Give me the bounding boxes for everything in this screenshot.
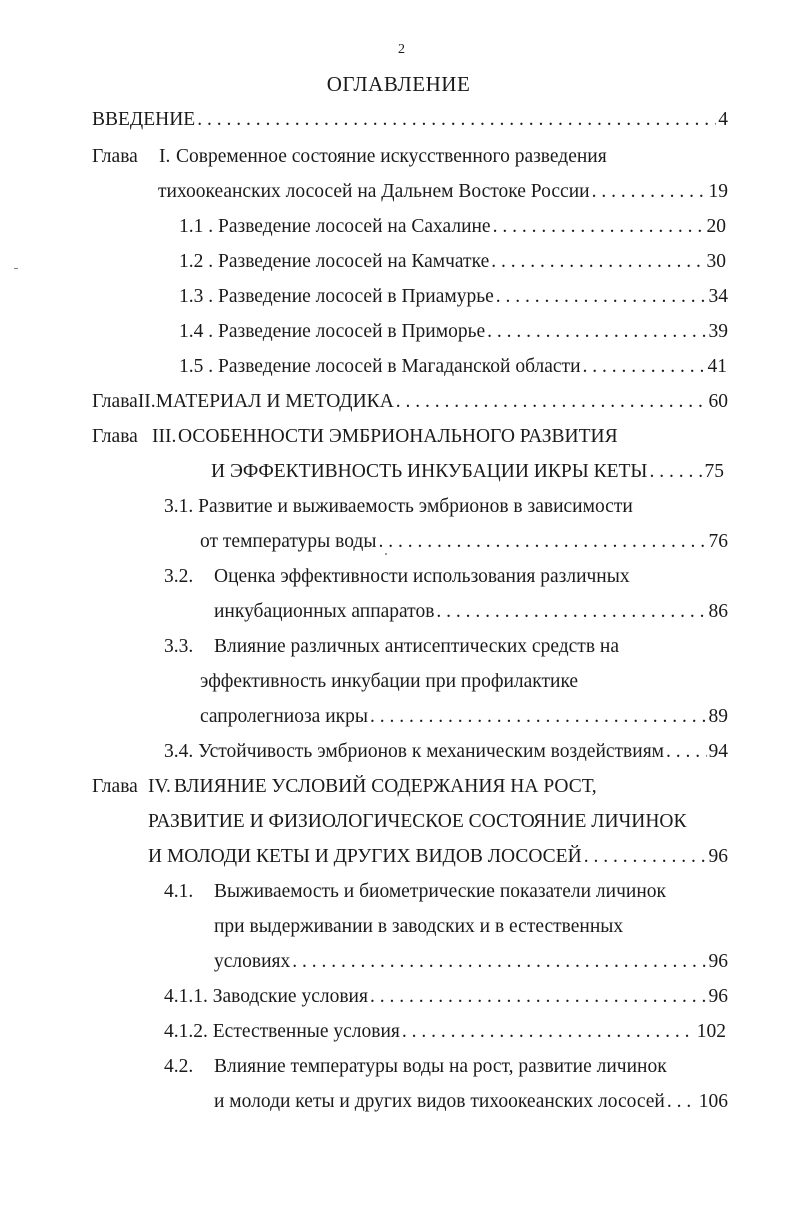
toc-entry-text: 4.1.2. Естественные условия: [164, 1021, 400, 1042]
toc-entry-4-1-cont-2[interactable]: [214, 950, 728, 974]
toc-entry-text: 4.1.1. Заводские условия: [164, 986, 368, 1007]
toc-entry-chapter-4-cont-2[interactable]: [148, 845, 728, 869]
toc-entry-text: условиях: [214, 951, 291, 972]
chapter-label: Глава: [92, 146, 138, 167]
dot-leader: [370, 705, 707, 729]
dot-leader: [396, 390, 707, 414]
toc-entry-3-2[interactable]: [164, 565, 630, 589]
chapter-label: Глава: [92, 426, 138, 447]
toc-entry-text: И ЭФФЕКТИВНОСТЬ ИНКУБАЦИИ ИКРЫ КЕТЫ: [211, 461, 648, 482]
toc-entry-3-3-cont[interactable]: [200, 670, 578, 694]
chapter-label: Глава: [92, 391, 138, 412]
toc-entry-text: МАТЕРИАЛ И МЕТОДИКА: [155, 391, 394, 412]
toc-entry-introduction[interactable]: [92, 108, 728, 132]
page-number: 2: [398, 42, 405, 57]
toc-page-number: 19: [708, 181, 728, 202]
toc-entry-4-1-1[interactable]: [164, 985, 728, 1009]
dot-leader: [491, 250, 704, 274]
toc-entry-text: от температуры воды: [200, 531, 377, 552]
chapter-number: I.: [159, 146, 171, 167]
toc-entry-3-3-cont-2[interactable]: [200, 705, 728, 729]
dot-leader: [649, 460, 702, 484]
toc-entry-text: сапролегниоза икры: [200, 706, 368, 727]
toc-page-number: 30: [706, 251, 726, 272]
toc-entry-chapter-3[interactable]: [92, 425, 618, 449]
toc-entry-1-1[interactable]: [179, 215, 726, 239]
toc-page-number: 96: [708, 986, 728, 1007]
toc-entry-chapter-1-cont[interactable]: [158, 180, 728, 204]
toc-entry-3-1-cont[interactable]: [200, 530, 728, 554]
toc-entry-text: 3.4. Устойчивость эмбрионов к механическим воздействиям: [164, 741, 665, 762]
section-number: 4.1.: [164, 881, 194, 902]
toc-entry-4-1-2[interactable]: [164, 1020, 726, 1044]
chapter-number: II.: [137, 391, 156, 412]
toc-entry-text: и молоди кеты и других видов тихоокеанских лососей: [214, 1091, 665, 1112]
toc-entry-text: Влияние температуры воды на рост, развитие личинок: [214, 1056, 667, 1077]
toc-entry-text: 1.5 . Разведение лососей в Магаданской области: [179, 356, 581, 377]
dot-leader: [496, 285, 707, 309]
dot-leader: [436, 600, 706, 624]
chapter-label: Глава: [92, 776, 138, 797]
toc-entry-text: тихоокеанских лососей на Дальнем Востоке России: [158, 181, 590, 202]
chapter-number: III.: [152, 426, 177, 447]
toc-entry-1-3[interactable]: [179, 285, 728, 309]
toc-entry-1-4[interactable]: [179, 320, 728, 344]
toc-entry-text: И МОЛОДИ КЕТЫ И ДРУГИХ ВИДОВ ЛОСОСЕЙ: [148, 846, 582, 867]
toc-page-number: 96: [708, 951, 728, 972]
toc-page-number: 76: [708, 531, 728, 552]
toc-entry-chapter-4[interactable]: [92, 775, 597, 799]
toc-page-number: 39: [708, 321, 728, 342]
toc-page-number: 34: [708, 286, 728, 307]
toc-page-number: 89: [708, 706, 728, 727]
toc-entry-text: ВВЕДЕНИЕ: [92, 109, 196, 130]
toc-entry-chapter-2[interactable]: [92, 390, 728, 414]
toc-entry-chapter-1[interactable]: [92, 145, 607, 169]
toc-page-number: 20: [706, 216, 726, 237]
dot-leader: [493, 215, 705, 239]
toc-entry-1-5[interactable]: [179, 355, 727, 379]
page-title: ОГЛАВЛЕНИЕ: [326, 72, 471, 96]
toc-entry-3-3[interactable]: [164, 635, 619, 659]
chapter-number: IV.: [148, 776, 171, 797]
dot-leader: [584, 845, 707, 869]
toc-page-number: 4: [718, 109, 728, 130]
toc-page-number: 75: [704, 461, 724, 482]
toc-entry-text: ВЛИЯНИЕ УСЛОВИЙ СОДЕРЖАНИЯ НА РОСТ,: [174, 776, 597, 797]
toc-page-number: 96: [708, 846, 728, 867]
toc-page-number: 106: [698, 1091, 728, 1112]
dot-leader: [583, 355, 706, 379]
toc-entry-text: ОСОБЕННОСТИ ЭМБРИОНАЛЬНОГО РАЗВИТИЯ: [178, 426, 618, 447]
toc-entry-text: эффективность инкубации при профилактике: [200, 671, 579, 692]
toc-entry-text: Современное состояние искусственного разведения: [176, 146, 607, 167]
toc-entry-text: 3.1. Развитие и выживаемость эмбрионов в зависимости: [164, 496, 633, 517]
scan-artifact: [385, 553, 387, 555]
dot-leader: [487, 320, 706, 344]
dot-leader: [666, 740, 706, 764]
dot-leader: [197, 108, 716, 132]
toc-page-number: 94: [708, 741, 728, 762]
section-number: 3.3.: [164, 636, 194, 657]
toc-entry-4-1-cont[interactable]: [214, 915, 623, 939]
toc-entry-text: Оценка эффективности использования различных: [214, 566, 630, 587]
toc-entry-text: 1.4 . Разведение лососей в Приморье: [179, 321, 486, 342]
toc-entry-text: 1.1 . Разведение лососей на Сахалине: [179, 216, 491, 237]
dot-leader: [292, 950, 706, 974]
toc-entry-1-2[interactable]: [179, 250, 726, 274]
toc-entry-text: Выживаемость и биометрические показатели личинок: [214, 881, 666, 902]
toc-page-number: 86: [708, 601, 728, 622]
dot-leader: [402, 1020, 695, 1044]
scan-artifact: [14, 268, 18, 269]
section-number: 4.2.: [164, 1056, 194, 1077]
toc-entry-chapter-3-cont[interactable]: [211, 460, 724, 484]
toc-entry-text: при выдерживании в заводских и в естественных: [214, 916, 624, 937]
dot-leader: [667, 1090, 697, 1114]
toc-entry-chapter-4-cont[interactable]: [148, 810, 687, 834]
toc-page-number: 102: [696, 1021, 726, 1042]
toc-entry-3-4[interactable]: [164, 740, 728, 764]
toc-entry-4-2[interactable]: [164, 1055, 667, 1079]
toc-entry-text: инкубационных аппаратов: [214, 601, 435, 622]
dot-leader: [592, 180, 707, 204]
toc-page-number: 41: [707, 356, 727, 377]
toc-entry-4-2-cont[interactable]: [214, 1090, 728, 1114]
toc-entry-3-1[interactable]: [164, 495, 633, 519]
toc-entry-4-1[interactable]: [164, 880, 666, 904]
toc-entry-text: 1.3 . Разведение лососей в Приамурье: [179, 286, 494, 307]
toc-entry-text: РАЗВИТИЕ И ФИЗИОЛОГИЧЕСКОЕ СОСТОЯНИЕ ЛИЧИНОК: [148, 811, 687, 832]
dot-leader: [378, 530, 706, 554]
dot-leader: [370, 985, 707, 1009]
toc-entry-text: Влияние различных антисептических средств на: [214, 636, 619, 657]
section-number: 3.2.: [164, 566, 194, 587]
toc-page-number: 60: [708, 391, 728, 412]
toc-entry-3-2-cont[interactable]: [214, 600, 728, 624]
toc-entry-text: 1.2 . Разведение лососей на Камчатке: [179, 251, 490, 272]
